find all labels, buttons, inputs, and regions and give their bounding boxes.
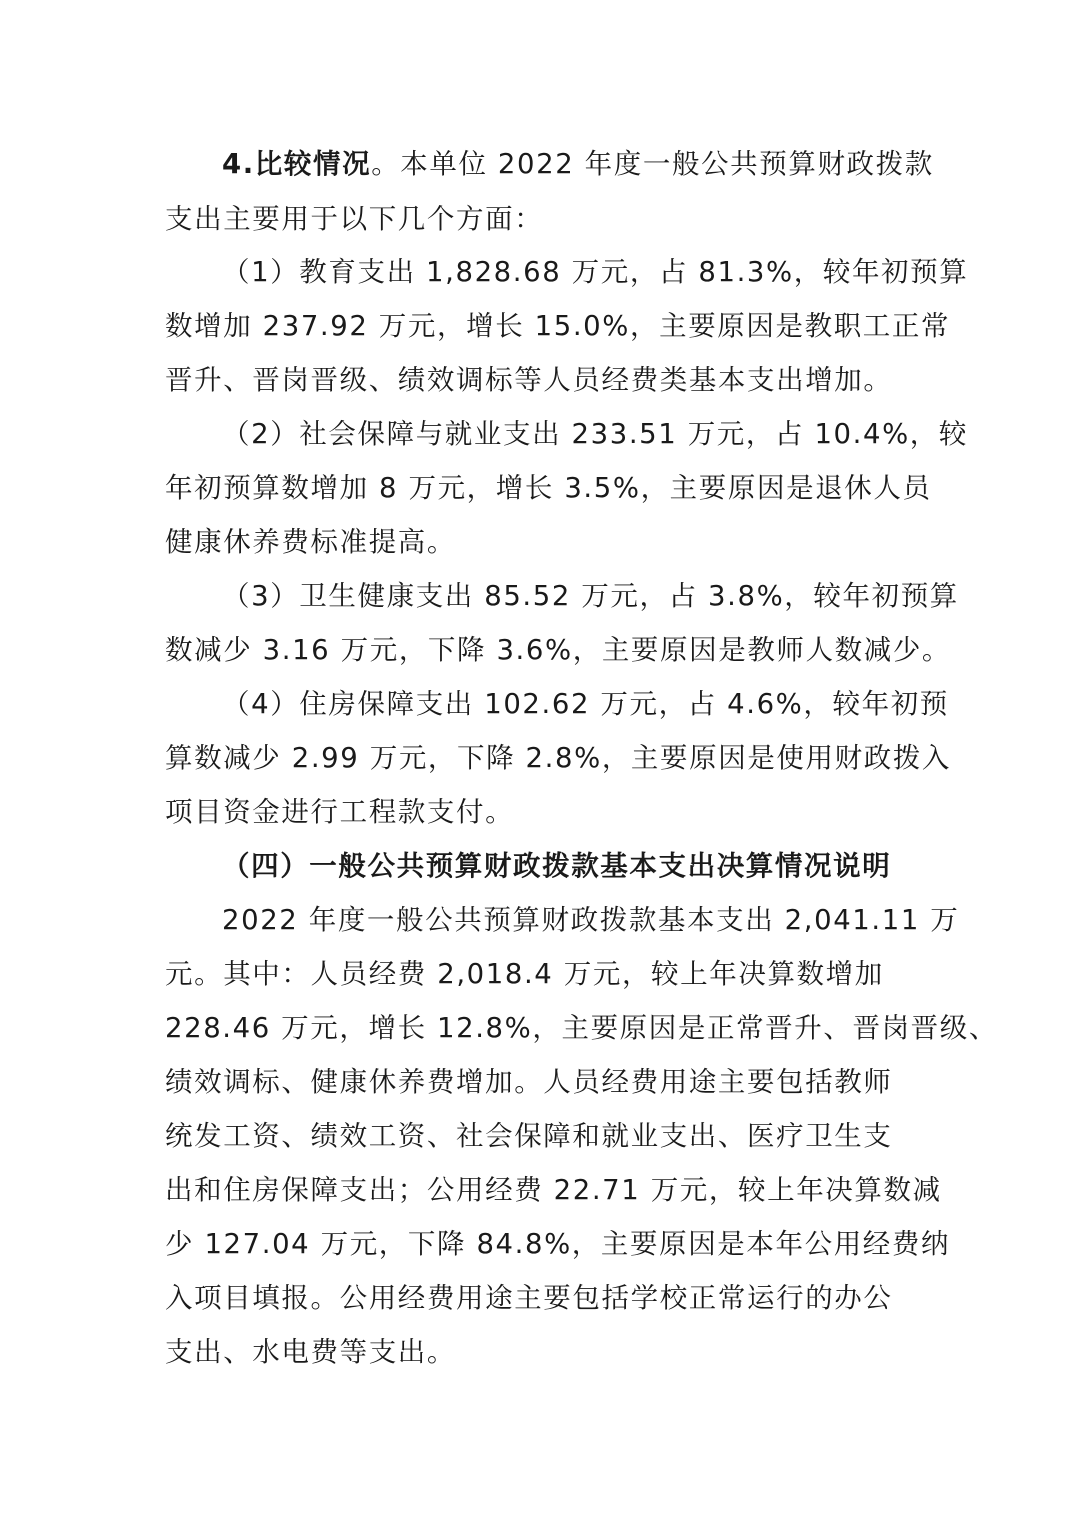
section-heading-basic-expenditure: （四）一般公共预算财政拨款基本支出决算情况说明	[222, 850, 892, 882]
paragraph-health-line-2: 数减少 3.16 万元，下降 3.6%，主要原因是教师人数减少。	[165, 634, 952, 666]
paragraph-basic-expenditure-line-2: 元。其中：人员经费 2,018.4 万元，较上年决算数增加	[165, 958, 884, 990]
paragraph-health-line-1: （3）卫生健康支出 85.52 万元，占 3.8%，较年初预算	[222, 580, 959, 612]
paragraph-housing-line-1: （4）住房保障支出 102.62 万元，占 4.6%，较年初预	[222, 688, 949, 720]
paragraph-social-security-line-1: （2）社会保障与就业支出 233.51 万元，占 10.4%，较	[222, 418, 969, 450]
paragraph-basic-expenditure-line-8: 入项目填报。公用经费用途主要包括学校正常运行的办公	[165, 1282, 893, 1314]
paragraph-basic-expenditure-line-6: 出和住房保障支出；公用经费 22.71 万元，较上年决算数减	[165, 1174, 942, 1206]
paragraph-social-security-line-3: 健康休养费标准提高。	[165, 526, 456, 558]
paragraph-education-line-1: （1）教育支出 1,828.68 万元，占 81.3%，较年初预算	[222, 256, 969, 288]
paragraph-education-line-2: 数增加 237.92 万元，增长 15.0%，主要原因是教职工正常	[165, 310, 951, 342]
paragraph-education-line-3: 晋升、晋岗晋级、绩效调标等人员经费类基本支出增加。	[165, 364, 893, 396]
paragraph-housing-line-3: 项目资金进行工程款支付。	[165, 796, 515, 828]
paragraph-basic-expenditure-line-1: 2022 年度一般公共预算财政拨款基本支出 2,041.11 万	[222, 904, 960, 936]
section-label-comparison: 4.比较情况	[222, 148, 372, 180]
text-run: 。本单位 2022 年度一般公共预算财政拨款	[371, 148, 934, 180]
paragraph-basic-expenditure-line-3: 228.46 万元，增长 12.8%，主要原因是正常晋升、晋岗晋级、	[165, 1012, 998, 1044]
paragraph-social-security-line-2: 年初预算数增加 8 万元，增长 3.5%，主要原因是退休人员	[165, 472, 932, 504]
paragraph-housing-line-2: 算数减少 2.99 万元，下降 2.8%，主要原因是使用财政拨入	[165, 742, 952, 774]
paragraph-comparison-intro-line-1	[222, 144, 934, 184]
paragraph-basic-expenditure-line-9: 支出、水电费等支出。	[165, 1336, 456, 1368]
paragraph-comparison-intro-line-2: 支出主要用于以下几个方面：	[165, 203, 544, 235]
paragraph-basic-expenditure-line-4: 绩效调标、健康休养费增加。人员经费用途主要包括教师	[165, 1066, 893, 1098]
paragraph-basic-expenditure-line-5: 统发工资、绩效工资、社会保障和就业支出、医疗卫生支	[165, 1120, 893, 1152]
paragraph-basic-expenditure-line-7: 少 127.04 万元，下降 84.8%，主要原因是本年公用经费纳	[165, 1228, 951, 1260]
